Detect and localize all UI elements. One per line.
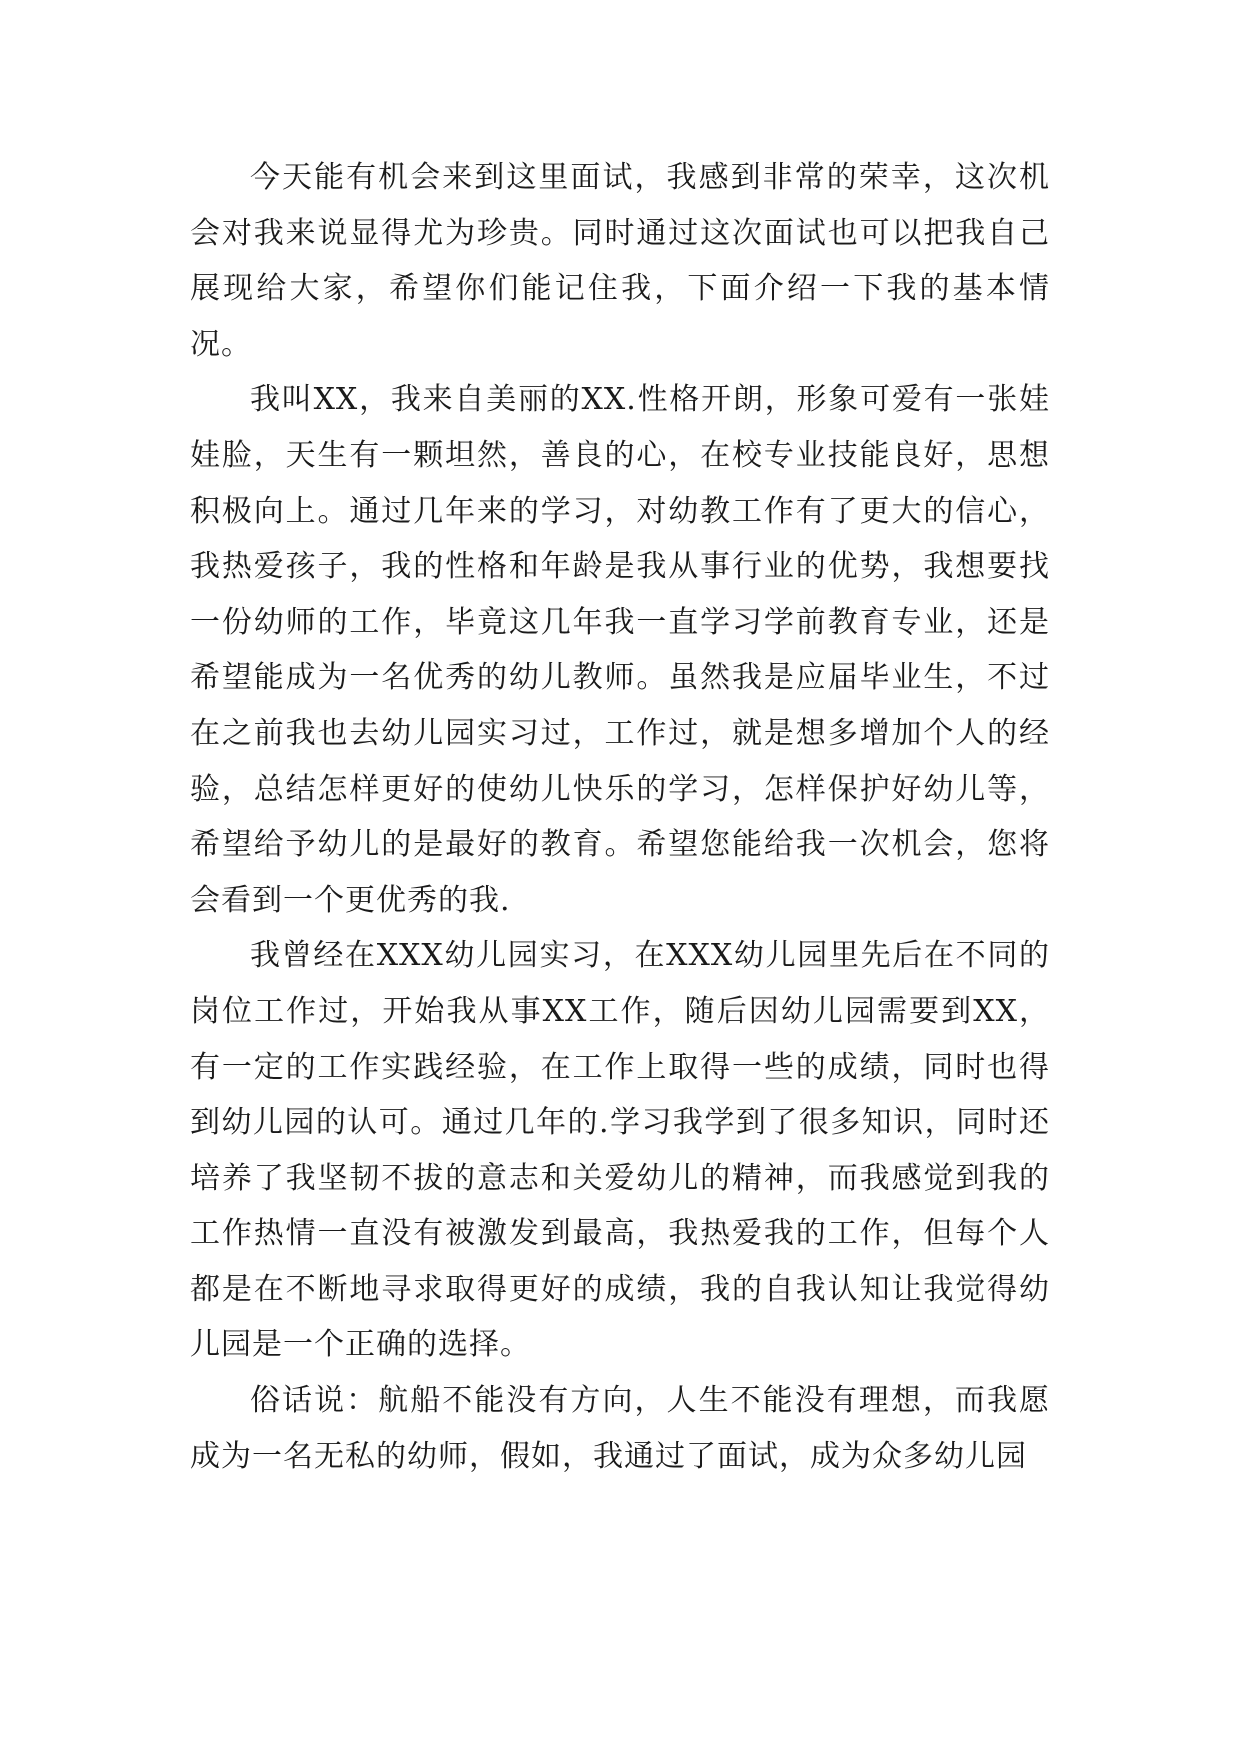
paragraph-self-introduction: 我叫XX，我来自美丽的XX.性格开朗，形象可爱有一张娃娃脸，天生有一颗坦然，善良的心，在校专业技能良好，思想积极向上。通过几年来的学习，对幼教工作有了更大的信心，我热爱孩子，我的性格和年龄是我从事行业的优势，我想要找一份幼师的工作，毕竟这几年我一直学习学前教育专业，还是希望能成为一名优秀的幼儿教师。虽然我是应届毕业生，不过在之前我也去幼儿园实习过，工作过，就是想多增加个人的经验，总结怎样更好的使幼儿快乐的学习，怎样保护好幼儿等，希望给予幼儿的是最好的教育。希望您能给我一次机会，您将会看到一个更优秀的我. <box>190 382 1050 918</box>
paragraph-intro: 今天能有机会来到这里面试，我感到非常的荣幸，这次机会对我来说显得尤为珍贵。同时通过这次面试也可以把我自己展现给大家，希望你们能记住我，下面介绍一下我的基本情况。 <box>190 160 1050 362</box>
paragraph-work-experience: 我曾经在XXX幼儿园实习，在XXX幼儿园里先后在不同的岗位工作过，开始我从事XX工作，随后因幼儿园需要到XX，有一定的工作实践经验，在工作上取得一些的成绩，同时也得到幼儿园的认可。通过几年的.学习我学到了很多知识，同时还培养了我坚韧不拔的意志和关爱幼儿的精神，而我感觉到我的工作热情一直没有被激发到最高，我热爱我的工作，但每个人都是在不断地寻求取得更好的成绩，我的自我认知让我觉得幼儿园是一个正确的选择。 <box>190 938 1050 1363</box>
paragraph-aspiration: 俗话说：航船不能没有方向，人生不能没有理想，而我愿成为一名无私的幼师，假如，我通过了面试，成为众多幼儿园 <box>190 1383 1050 1474</box>
document-body <box>190 150 1050 1484</box>
